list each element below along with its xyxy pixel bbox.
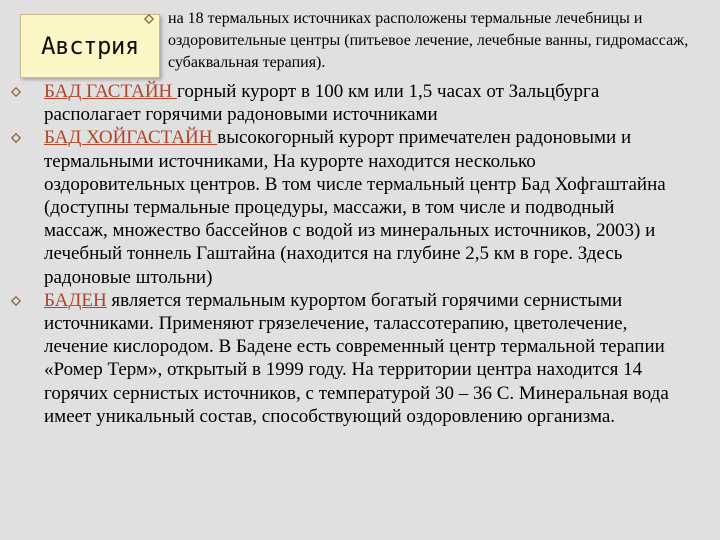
intro-paragraph: на 18 термальных источниках расположены термальные лечебницы и оздоровительные центры (питьевое лечение, лечебные ванны, гидромассаж, субаквальная терапия).	[168, 10, 689, 71]
hollow-diamond-bullet-icon	[11, 87, 21, 97]
resort-link-baden[interactable]: БАДЕН	[44, 289, 107, 311]
resort-link-bad-hofgastein[interactable]: БАД ХОЙГАСТАЙН	[44, 127, 218, 149]
resort-description: высокогорный курорт примечателен радоновыми и термальными источниками, На курорте находится несколько оздоровительных центров. В том числе термальный центр Бад Хофгаштайна (доступны термальные процедуры, массажи, в том числе и подводный массаж, множество бассейнов с водой из минеральных источников, 2003) и лечебный тоннель Гаштайна (находится на глубине 2,5 км в горе. Здесь радоновые штольни)	[44, 127, 666, 288]
resort-description: горный курорт в 100 км или 1,5 часах от Зальцбурга располагает горячими радоновыми источниками	[44, 81, 600, 126]
hollow-diamond-bullet-icon	[11, 296, 21, 306]
resort-description: является термальным курортом богатый горячими сернистыми источниками. Применяют грязелечение, талассотерапию, цветолечение, лечение кислородом. В Бадене есть современный центр термальной терапии «Ромер Терм», открытый в 1999 году. На территории центра находится 14 горячих сернистых источников, с температурой 30 – 36 С. Минеральная вода имеет уникальный состав, способствующий оздоровлению организма.	[44, 289, 669, 427]
resort-link-bad-gastein[interactable]: БАД ГАСТАЙН	[44, 81, 178, 102]
resort-list	[44, 80, 680, 428]
hollow-diamond-bullet-icon	[11, 133, 21, 143]
title-box	[20, 14, 160, 78]
slide-title: Австрия	[41, 32, 139, 60]
list-item	[44, 126, 680, 288]
list-item	[44, 80, 680, 126]
list-item	[44, 289, 680, 428]
hollow-diamond-bullet-icon	[144, 14, 154, 24]
